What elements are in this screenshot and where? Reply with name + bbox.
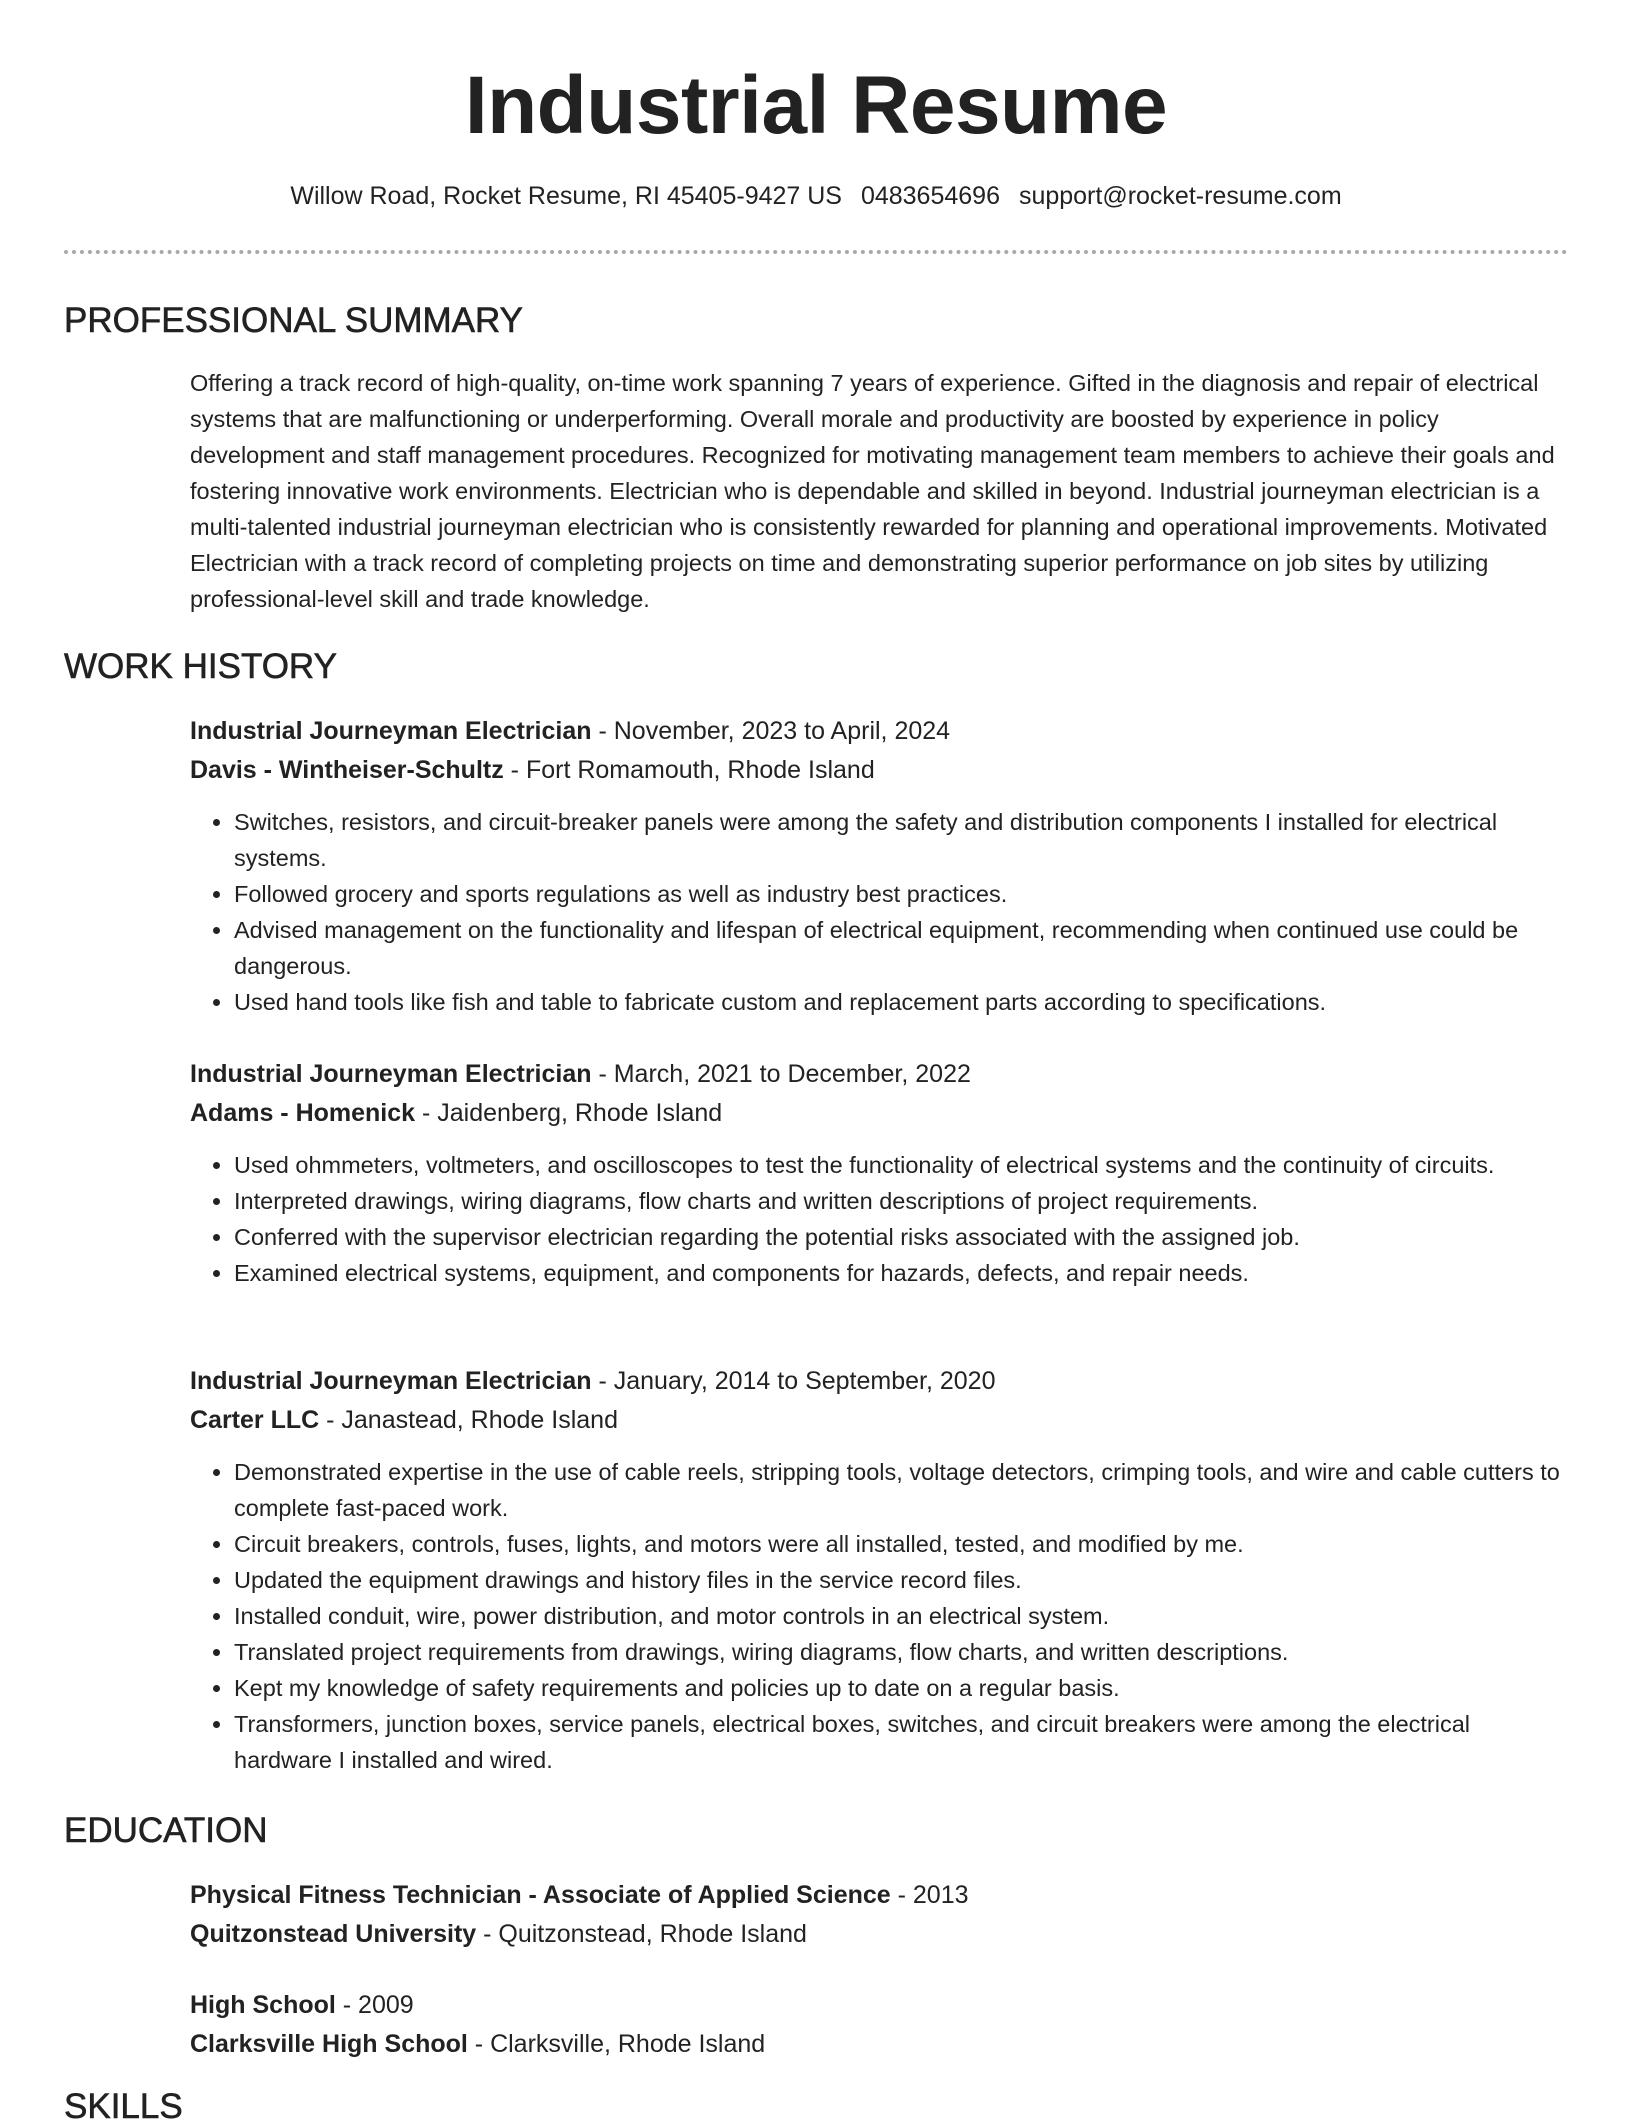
job-bullet: • Used ohmmeters, voltmeters, and oscilloscopes to test the functionality of electrical systems and the continuity of circuits. [234, 1147, 1568, 1183]
section-heading-skills: SKILLS [64, 2087, 183, 2126]
company-name: Adams - Homenick [190, 1099, 416, 1127]
school-name: Quitzonstead University [190, 1920, 477, 1948]
school-line [190, 1915, 1568, 1954]
job-title: Industrial Journeyman Electrician [190, 1060, 592, 1088]
job-bullets [190, 804, 1568, 1020]
job-bullets [190, 1147, 1568, 1291]
contact-line [64, 180, 1568, 212]
resume-page [64, 0, 1568, 2126]
work-entry [190, 1362, 1568, 1778]
header-divider [64, 250, 1568, 254]
company-name: Carter LLC [190, 1406, 320, 1434]
job-bullet: • Interpreted drawings, wiring diagrams, flow charts and written descriptions of project requirements. [234, 1183, 1568, 1219]
school-line [190, 2025, 1568, 2064]
company-line [190, 751, 1568, 790]
section-heading-summary: PROFESSIONAL SUMMARY [64, 301, 523, 340]
degree-name: Physical Fitness Technician - Associate of Applied Science [190, 1881, 891, 1909]
work-entry [190, 712, 1568, 1020]
job-title-line [190, 1362, 1568, 1401]
degree-line [190, 1986, 1568, 2025]
job-bullet: • Examined electrical systems, equipment, and components for hazards, defects, and repair needs. [234, 1255, 1568, 1291]
job-dates: - January, 2014 to September, 2020 [591, 1367, 996, 1395]
job-bullet: • Kept my knowledge of safety requirements and policies up to date on a regular basis. [234, 1670, 1568, 1706]
contact-phone: 0483654696 [860, 182, 1000, 210]
degree-year: - 2009 [335, 1991, 414, 2019]
job-title: Industrial Journeyman Electrician [190, 1367, 592, 1395]
job-bullet: • Demonstrated expertise in the use of cable reels, stripping tools, voltage detectors, crimping tools, and wire and cable cutters to complete fast-paced work. [234, 1454, 1568, 1526]
section-heading-work-history: WORK HISTORY [64, 647, 337, 686]
job-bullet: • Transformers, junction boxes, service panels, electrical boxes, switches, and circuit breakers were among the electrical hardware I installed and wired. [234, 1706, 1568, 1778]
contact-address: Willow Road, Rocket Resume, RI 45405-9427 US [290, 182, 842, 210]
company-name: Davis - Wintheiser-Schultz [190, 756, 504, 784]
education-entry [190, 1876, 1568, 1954]
job-bullet: • Advised management on the functionality and lifespan of electrical equipment, recommending when continued use could be dangerous. [234, 912, 1568, 984]
school-name: Clarksville High School [190, 2030, 468, 2058]
job-bullets [190, 1454, 1568, 1778]
job-dates: - November, 2023 to April, 2024 [591, 717, 951, 745]
job-bullet: • Used hand tools like fish and table to fabricate custom and replacement parts according to specifications. [234, 984, 1568, 1020]
school-location: - Quitzonstead, Rhode Island [476, 1920, 807, 1948]
job-title: Industrial Journeyman Electrician [190, 717, 592, 745]
section-heading-education: EDUCATION [64, 1811, 268, 1850]
degree-name: High School [190, 1991, 336, 2019]
job-bullet: • Switches, resistors, and circuit-breaker panels were among the safety and distribution components I installed for electrical systems. [234, 804, 1568, 876]
company-location: - Janastead, Rhode Island [319, 1406, 618, 1434]
education-entry [190, 1986, 1568, 2064]
degree-line [190, 1876, 1568, 1915]
work-entry [190, 1055, 1568, 1291]
contact-email: support@rocket-resume.com [1018, 182, 1342, 210]
summary-text: Offering a track record of high-quality, on-time work spanning 7 years of experience. Gifted in the diagnosis and repair of electrical systems that are malfunctioning or underperforming. Overall morale and productivity are boosted by experience in policy development and staff management procedures. Recognized for motivating management team members to achieve their goals and fostering innovative work environments. Electrician who is dependable and skilled in beyond. Industrial journeyman electrician is a multi-talented industrial journeyman electrician who is consistently rewarded for planning and operational improvements. Motivated Electrician with a track record of completing projects on time and demonstrating superior performance on job sites by utilizing professional-level skill and trade knowledge. [190, 370, 1555, 612]
job-bullet: • Followed grocery and sports regulations as well as industry best practices. [234, 876, 1568, 912]
job-dates: - March, 2021 to December, 2022 [591, 1060, 971, 1088]
degree-year: - 2013 [890, 1881, 969, 1909]
school-location: - Clarksville, Rhode Island [467, 2030, 766, 2058]
company-location: - Fort Romamouth, Rhode Island [503, 756, 875, 784]
company-line [190, 1401, 1568, 1440]
job-bullet: • Conferred with the supervisor electrician regarding the potential risks associated with the assigned job. [234, 1219, 1568, 1255]
company-location: - Jaidenberg, Rhode Island [415, 1099, 723, 1127]
job-bullet: • Installed conduit, wire, power distribution, and motor controls in an electrical system. [234, 1598, 1568, 1634]
job-bullet: • Translated project requirements from drawings, wiring diagrams, flow charts, and written descriptions. [234, 1634, 1568, 1670]
job-bullet: • Updated the equipment drawings and history files in the service record files. [234, 1562, 1568, 1598]
job-title-line [190, 712, 1568, 751]
company-line [190, 1094, 1568, 1133]
resume-title: Industrial Resume [464, 60, 1168, 151]
job-title-line [190, 1055, 1568, 1094]
job-bullet: • Circuit breakers, controls, fuses, lights, and motors were all installed, tested, and modified by me. [234, 1526, 1568, 1562]
